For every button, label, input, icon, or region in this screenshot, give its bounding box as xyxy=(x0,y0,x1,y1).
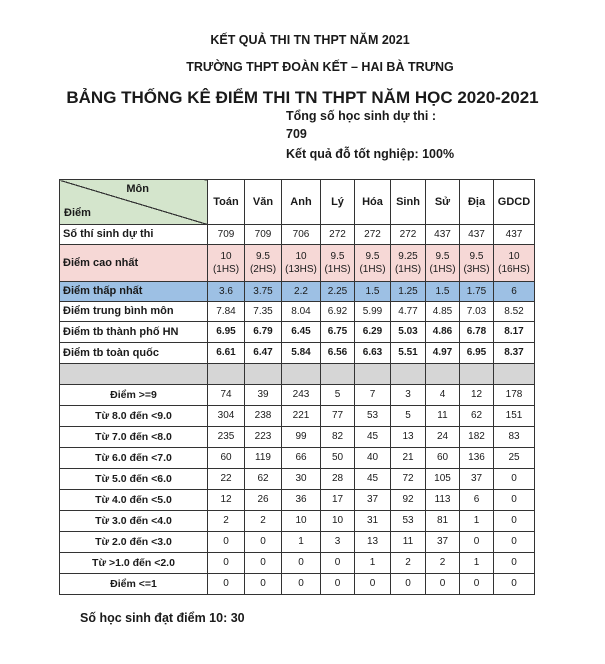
count-cell: 0 xyxy=(426,574,460,595)
count-cell: 13 xyxy=(391,427,426,448)
pass-rate: Kết quả đỗ tốt nghiệp: 100% xyxy=(286,147,455,161)
count-cell: 0 xyxy=(282,553,321,574)
count-cell: 62 xyxy=(245,469,282,490)
count-cell: 178 xyxy=(494,385,535,406)
value-cell: 6.75 xyxy=(321,322,355,343)
count-cell: 40 xyxy=(355,448,391,469)
count-cell: 60 xyxy=(208,448,245,469)
count-cell: 81 xyxy=(426,511,460,532)
count-cell: 304 xyxy=(208,406,245,427)
distribution-row xyxy=(60,511,535,532)
count-cell: 3 xyxy=(321,532,355,553)
count-cell: 243 xyxy=(282,385,321,406)
header-row xyxy=(60,180,535,225)
max-score: 9.5 xyxy=(256,250,270,262)
count-cell: 4 xyxy=(426,385,460,406)
subject-header: Hóa xyxy=(355,180,391,225)
count-cell: 31 xyxy=(355,511,391,532)
value-cell: 8.52 xyxy=(494,302,535,322)
count-cell: 22 xyxy=(208,469,245,490)
score-axis-label: Điểm xyxy=(64,207,91,220)
value-cell: 5.51 xyxy=(391,343,426,364)
max-score: 9.5 xyxy=(330,250,345,262)
count-cell: 0 xyxy=(494,553,535,574)
distribution-row xyxy=(60,532,535,553)
subject-header: Lý xyxy=(321,180,355,225)
count-cell: 13 xyxy=(355,532,391,553)
value-cell: 4.85 xyxy=(426,302,460,322)
count-cell: 0 xyxy=(208,553,245,574)
subject-header: Địa xyxy=(460,180,494,225)
empty-cell xyxy=(208,364,245,385)
value-cell: 6.61 xyxy=(208,343,245,364)
count-cell: 11 xyxy=(391,532,426,553)
value-cell: 272 xyxy=(391,225,426,245)
count-cell: 0 xyxy=(245,532,282,553)
value-cell: 6.95 xyxy=(208,322,245,343)
value-cell: 4.97 xyxy=(426,343,460,364)
count-cell: 2 xyxy=(426,553,460,574)
count-cell: 0 xyxy=(460,574,494,595)
max-score-count: (1HS) xyxy=(429,264,456,275)
count-cell: 99 xyxy=(282,427,321,448)
value-cell xyxy=(391,245,426,282)
count-cell: 5 xyxy=(391,406,426,427)
count-cell: 66 xyxy=(282,448,321,469)
value-cell xyxy=(208,245,245,282)
value-cell: 1.75 xyxy=(460,282,494,302)
count-cell: 24 xyxy=(426,427,460,448)
value-cell: 272 xyxy=(355,225,391,245)
value-cell: 272 xyxy=(321,225,355,245)
subject-header: Sinh xyxy=(391,180,426,225)
count-cell: 0 xyxy=(494,490,535,511)
empty-cell xyxy=(60,364,208,385)
count-cell: 82 xyxy=(321,427,355,448)
count-cell: 45 xyxy=(355,469,391,490)
max-score-count: (1HS) xyxy=(394,264,422,275)
count-cell: 0 xyxy=(460,532,494,553)
max-score-count: (1HS) xyxy=(324,264,351,275)
count-cell: 0 xyxy=(208,532,245,553)
count-cell: 17 xyxy=(321,490,355,511)
score-range-label: Từ >1.0 đến <2.0 xyxy=(60,553,208,574)
summary-row xyxy=(60,343,535,364)
count-cell: 235 xyxy=(208,427,245,448)
subject-header: Sử xyxy=(426,180,460,225)
distribution-row xyxy=(60,553,535,574)
distribution-row xyxy=(60,385,535,406)
count-cell: 1 xyxy=(282,532,321,553)
result-heading: KẾT QUẢ THI TN THPT NĂM 2021 xyxy=(210,33,410,47)
count-cell: 28 xyxy=(321,469,355,490)
max-score-count: (1HS) xyxy=(212,264,240,275)
value-cell: 6.29 xyxy=(355,322,391,343)
empty-cell xyxy=(391,364,426,385)
max-score-count: (16HS) xyxy=(498,264,530,275)
value-cell: 5.84 xyxy=(282,343,321,364)
count-cell: 26 xyxy=(245,490,282,511)
count-cell: 45 xyxy=(355,427,391,448)
score-range-label: Từ 5.0 đến <6.0 xyxy=(60,469,208,490)
value-cell: 5.03 xyxy=(391,322,426,343)
summary-row xyxy=(60,245,535,282)
count-cell: 10 xyxy=(282,511,321,532)
count-cell: 0 xyxy=(494,574,535,595)
value-cell: 6.95 xyxy=(460,343,494,364)
count-cell: 1 xyxy=(460,553,494,574)
summary-row xyxy=(60,225,535,245)
count-cell: 25 xyxy=(494,448,535,469)
distribution-row xyxy=(60,406,535,427)
max-score-count: (3HS) xyxy=(463,264,490,275)
score-range-label: Điểm <=1 xyxy=(60,574,208,595)
value-cell xyxy=(426,245,460,282)
value-cell: 1.5 xyxy=(355,282,391,302)
value-cell: 6 xyxy=(494,282,535,302)
value-cell: 4.77 xyxy=(391,302,426,322)
count-cell: 2 xyxy=(208,511,245,532)
value-cell: 7.03 xyxy=(460,302,494,322)
value-cell: 2.25 xyxy=(321,282,355,302)
count-cell: 7 xyxy=(355,385,391,406)
max-score: 9.25 xyxy=(398,250,418,262)
perfect-score-count: Số học sinh đạt điểm 10: 30 xyxy=(80,611,245,625)
count-cell: 119 xyxy=(245,448,282,469)
max-score: 10 xyxy=(508,250,520,262)
page-title: BẢNG THỐNG KÊ ĐIỂM THI TN THPT NĂM HỌC 2020-2021 xyxy=(66,88,539,107)
value-cell xyxy=(245,245,282,282)
count-cell: 30 xyxy=(282,469,321,490)
value-cell: 6.63 xyxy=(355,343,391,364)
row-label: Điểm tb thành phố HN xyxy=(60,322,208,343)
distribution-row xyxy=(60,490,535,511)
value-cell: 1.25 xyxy=(391,282,426,302)
school-name: TRƯỜNG THPT ĐOÀN KẾT – HAI BÀ TRƯNG xyxy=(186,60,454,74)
summary-row xyxy=(60,302,535,322)
max-score: 10 xyxy=(295,250,307,262)
count-cell: 72 xyxy=(391,469,426,490)
value-cell: 709 xyxy=(208,225,245,245)
count-cell: 53 xyxy=(391,511,426,532)
count-cell: 21 xyxy=(391,448,426,469)
value-cell: 706 xyxy=(282,225,321,245)
max-score: 10 xyxy=(220,250,232,262)
count-cell: 2 xyxy=(391,553,426,574)
count-cell: 6 xyxy=(460,490,494,511)
value-cell: 6.45 xyxy=(282,322,321,343)
empty-cell xyxy=(321,364,355,385)
count-cell: 223 xyxy=(245,427,282,448)
count-cell: 1 xyxy=(460,511,494,532)
count-cell: 36 xyxy=(282,490,321,511)
count-cell: 0 xyxy=(321,574,355,595)
count-cell: 105 xyxy=(426,469,460,490)
count-cell: 37 xyxy=(426,532,460,553)
score-statistics-table xyxy=(59,179,535,595)
count-cell: 74 xyxy=(208,385,245,406)
count-cell: 0 xyxy=(245,574,282,595)
value-cell: 8.17 xyxy=(494,322,535,343)
empty-cell xyxy=(282,364,321,385)
value-cell: 7.84 xyxy=(208,302,245,322)
row-label: Điểm thấp nhất xyxy=(60,282,208,302)
value-cell: 709 xyxy=(245,225,282,245)
value-cell xyxy=(282,245,321,282)
value-cell: 3.6 xyxy=(208,282,245,302)
subject-axis-label: Môn xyxy=(126,183,149,195)
count-cell: 1 xyxy=(355,553,391,574)
distribution-row xyxy=(60,469,535,490)
value-cell: 437 xyxy=(460,225,494,245)
count-cell: 136 xyxy=(460,448,494,469)
count-cell: 5 xyxy=(321,385,355,406)
value-cell: 437 xyxy=(494,225,535,245)
value-cell xyxy=(355,245,391,282)
subject-header: Văn xyxy=(245,180,282,225)
value-cell: 6.79 xyxy=(245,322,282,343)
count-cell: 12 xyxy=(208,490,245,511)
subject-header: GDCD xyxy=(494,180,535,225)
value-cell: 7.35 xyxy=(245,302,282,322)
distribution-row xyxy=(60,427,535,448)
count-cell: 2 xyxy=(245,511,282,532)
count-cell: 0 xyxy=(282,574,321,595)
max-score: 9.5 xyxy=(435,250,450,262)
max-score-count: (2HS) xyxy=(249,264,277,275)
row-label: Điểm trung bình môn xyxy=(60,302,208,322)
count-cell: 77 xyxy=(321,406,355,427)
score-range-label: Từ 3.0 đến <4.0 xyxy=(60,511,208,532)
score-range-label: Từ 6.0 đến <7.0 xyxy=(60,448,208,469)
count-cell: 0 xyxy=(391,574,426,595)
count-cell: 3 xyxy=(391,385,426,406)
empty-cell xyxy=(460,364,494,385)
row-label: Số thí sinh dự thi xyxy=(60,225,208,245)
empty-cell xyxy=(245,364,282,385)
value-cell: 6.78 xyxy=(460,322,494,343)
value-cell: 6.47 xyxy=(245,343,282,364)
value-cell: 2.2 xyxy=(282,282,321,302)
value-cell xyxy=(460,245,494,282)
corner-cell xyxy=(60,180,208,225)
count-cell: 39 xyxy=(245,385,282,406)
separator-row xyxy=(60,364,535,385)
count-cell: 37 xyxy=(460,469,494,490)
max-score-count: (13HS) xyxy=(285,264,317,275)
count-cell: 37 xyxy=(355,490,391,511)
count-cell: 0 xyxy=(245,553,282,574)
count-cell: 0 xyxy=(494,469,535,490)
count-cell: 12 xyxy=(460,385,494,406)
count-cell: 238 xyxy=(245,406,282,427)
value-cell: 437 xyxy=(426,225,460,245)
count-cell: 0 xyxy=(321,553,355,574)
subject-header: Toán xyxy=(208,180,245,225)
count-cell: 62 xyxy=(460,406,494,427)
count-cell: 60 xyxy=(426,448,460,469)
count-cell: 221 xyxy=(282,406,321,427)
count-cell: 182 xyxy=(460,427,494,448)
subject-header: Anh xyxy=(282,180,321,225)
count-cell: 53 xyxy=(355,406,391,427)
value-cell xyxy=(321,245,355,282)
count-cell: 151 xyxy=(494,406,535,427)
max-score-count: (1HS) xyxy=(359,264,386,275)
empty-cell xyxy=(355,364,391,385)
row-label: Điểm cao nhất xyxy=(60,245,208,282)
count-cell: 113 xyxy=(426,490,460,511)
score-range-label: Từ 8.0 đến <9.0 xyxy=(60,406,208,427)
distribution-row xyxy=(60,448,535,469)
score-range-label: Từ 7.0 đến <8.0 xyxy=(60,427,208,448)
summary-row xyxy=(60,282,535,302)
count-cell: 0 xyxy=(494,511,535,532)
score-range-label: Điểm >=9 xyxy=(60,385,208,406)
total-students-label: Tổng số học sinh dự thi : xyxy=(286,109,437,123)
count-cell: 0 xyxy=(355,574,391,595)
empty-cell xyxy=(426,364,460,385)
empty-cell xyxy=(494,364,535,385)
value-cell: 4.86 xyxy=(426,322,460,343)
value-cell: 8.37 xyxy=(494,343,535,364)
value-cell: 3.75 xyxy=(245,282,282,302)
count-cell: 92 xyxy=(391,490,426,511)
value-cell: 5.99 xyxy=(355,302,391,322)
count-cell: 0 xyxy=(208,574,245,595)
value-cell: 8.04 xyxy=(282,302,321,322)
score-range-label: Từ 4.0 đến <5.0 xyxy=(60,490,208,511)
value-cell: 6.56 xyxy=(321,343,355,364)
count-cell: 50 xyxy=(321,448,355,469)
count-cell: 11 xyxy=(426,406,460,427)
distribution-row xyxy=(60,574,535,595)
count-cell: 10 xyxy=(321,511,355,532)
max-score: 9.5 xyxy=(469,250,484,262)
value-cell: 6.92 xyxy=(321,302,355,322)
value-cell: 1.5 xyxy=(426,282,460,302)
max-score: 9.5 xyxy=(365,250,380,262)
score-range-label: Từ 2.0 đến <3.0 xyxy=(60,532,208,553)
count-cell: 83 xyxy=(494,427,535,448)
value-cell xyxy=(494,245,535,282)
count-cell: 0 xyxy=(494,532,535,553)
total-students-value: 709 xyxy=(286,127,307,141)
row-label: Điểm tb toàn quốc xyxy=(60,343,208,364)
summary-row xyxy=(60,322,535,343)
